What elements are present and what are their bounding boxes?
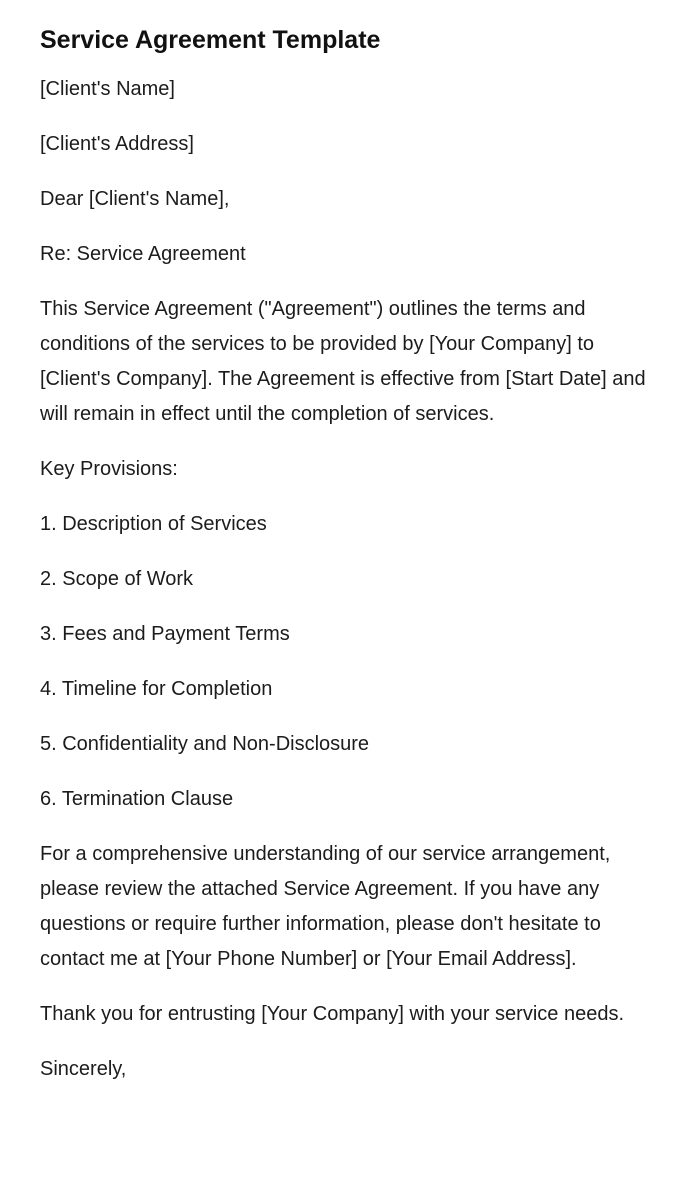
thanks-paragraph: Thank you for entrusting [Your Company] with your service needs. [40, 1003, 625, 1025]
provision-item: 2. Scope of Work [40, 568, 194, 590]
provision-item: 6. Termination Clause [40, 788, 234, 810]
subject-line: Re: Service Agreement [40, 243, 246, 265]
provision-item: 1. Description of Services [40, 513, 267, 535]
intro-paragraph: This Service Agreement ("Agreement") outlines the terms and conditions of the services to be provided by [Your Company] to [Client's Company]. The Agreement is effective from [Start Date] and will remain in effect until the completion of services. [40, 298, 646, 425]
document-title: Service Agreement Template [40, 26, 381, 54]
provisions-heading: Key Provisions: [40, 458, 178, 480]
provision-item: 3. Fees and Payment Terms [40, 623, 290, 645]
salutation: Dear [Client's Name], [40, 188, 230, 210]
closing: Sincerely, [40, 1058, 127, 1080]
provision-item: 4. Timeline for Completion [40, 678, 273, 700]
provision-item: 5. Confidentiality and Non-Disclosure [40, 733, 370, 755]
client-name: [Client's Name] [40, 78, 175, 100]
client-address: [Client's Address] [40, 133, 194, 155]
review-paragraph: For a comprehensive understanding of our service arrangement, please review the attached Service Agreement. If you have any questions or require further information, please don't hesitate to contact me at [Your Phone Number] or [Your Email Address]. [40, 843, 611, 970]
